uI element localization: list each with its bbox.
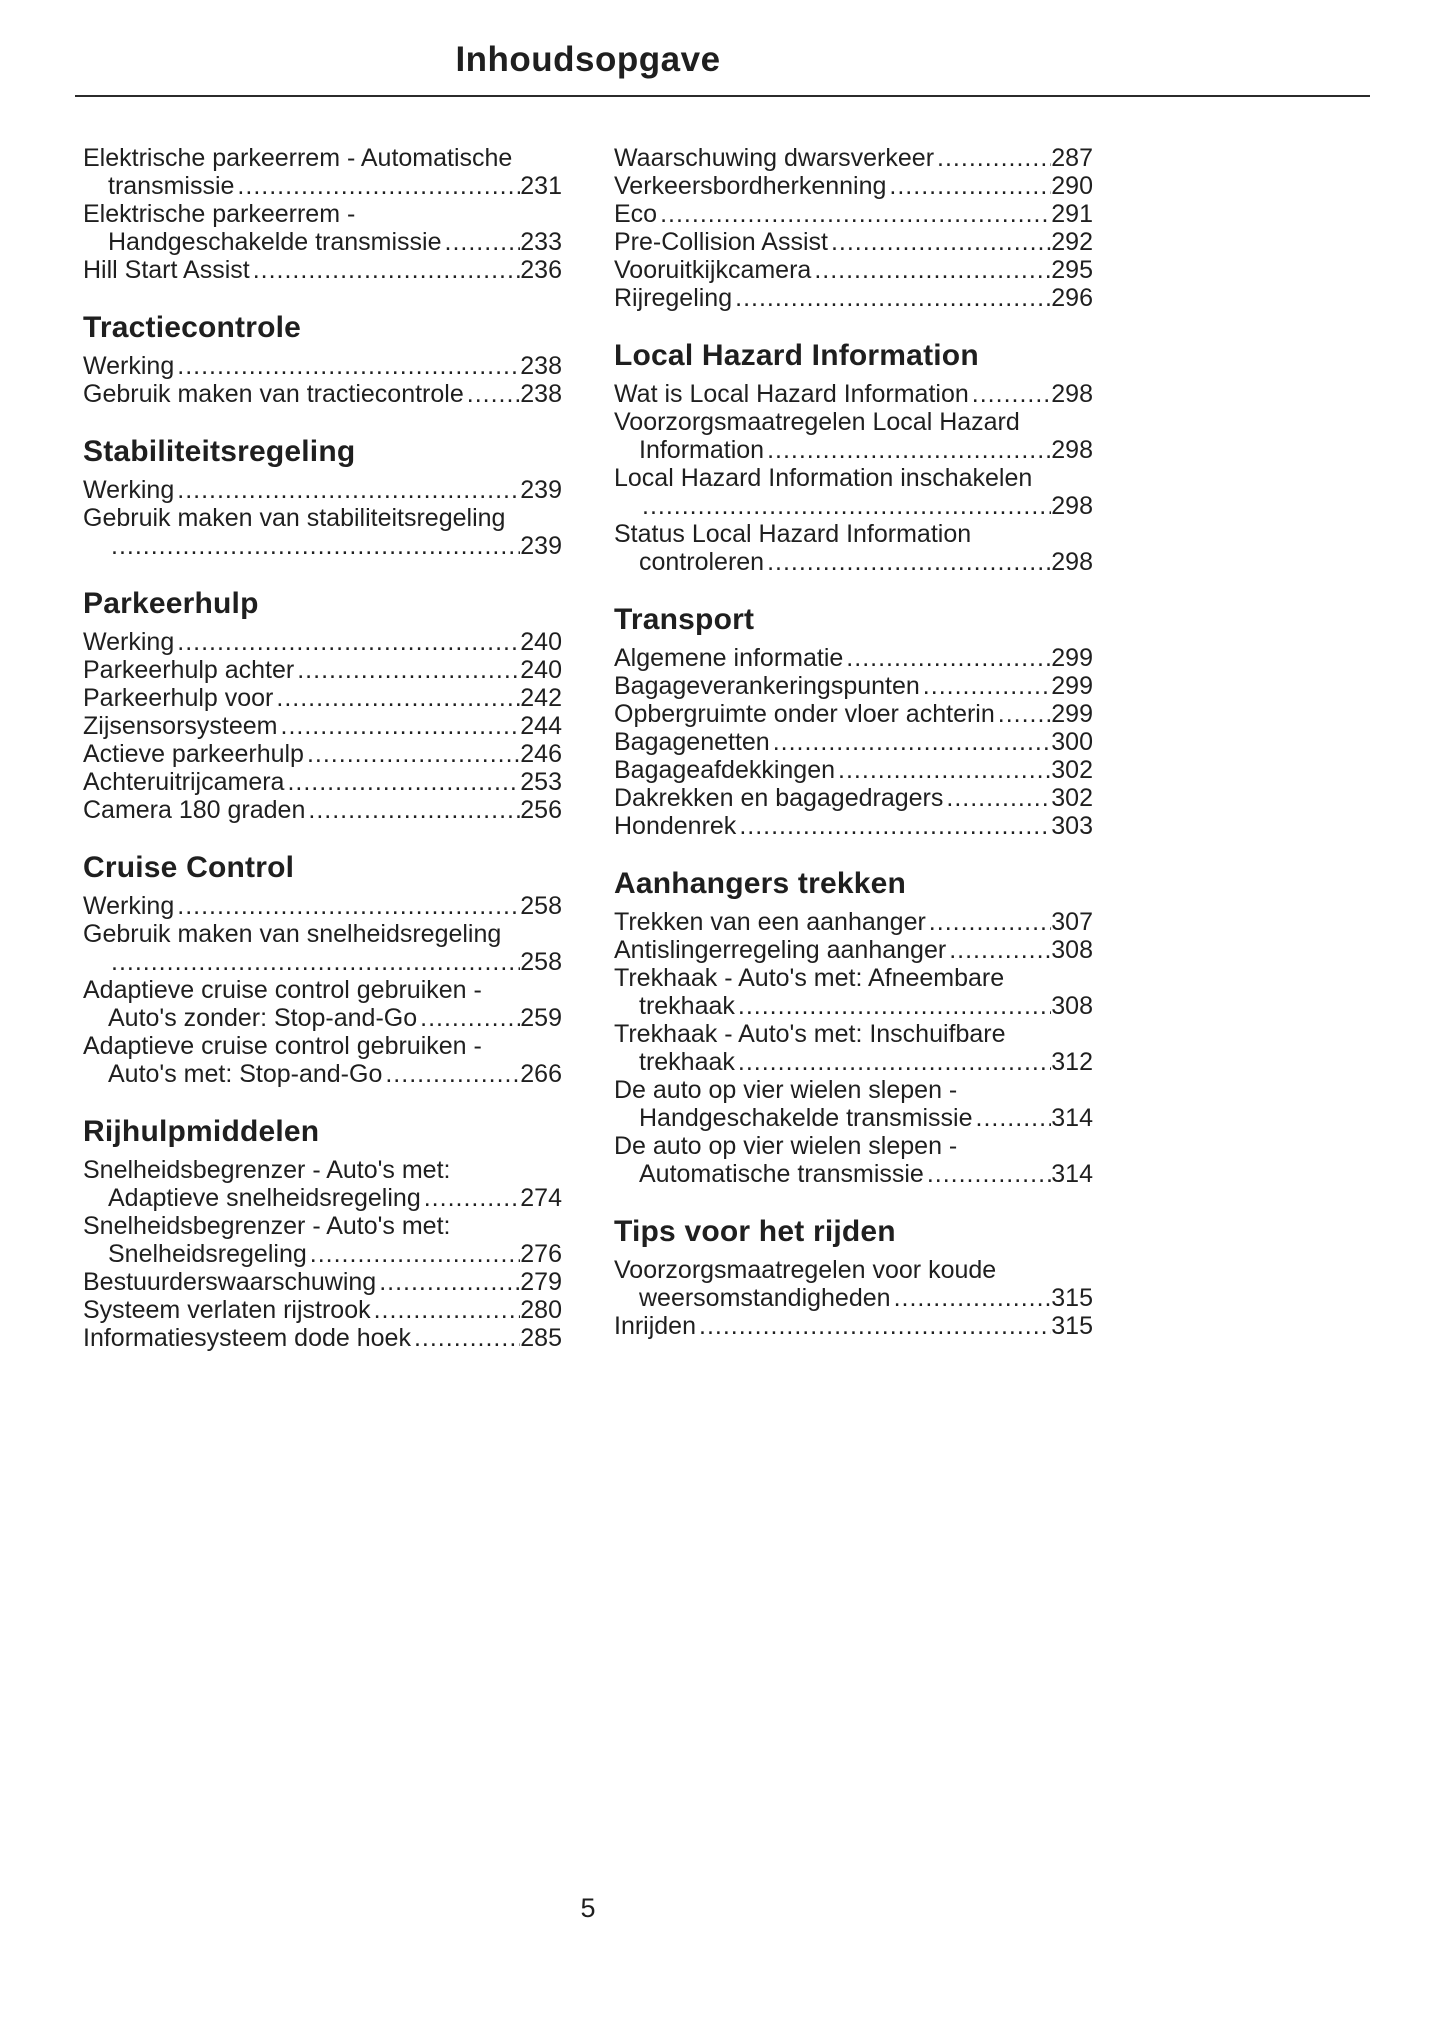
leader-dots xyxy=(920,672,1051,700)
leader-dots xyxy=(736,812,1051,840)
entry-page-number: 233 xyxy=(520,228,562,256)
entry-line: Gebruik maken van snelheidsregeling xyxy=(83,920,502,948)
toc-column-1 xyxy=(83,144,562,1352)
entry-page-number: 246 xyxy=(520,740,562,768)
entry-line xyxy=(83,256,562,284)
leader-dots xyxy=(442,228,521,256)
entry-page-number: 302 xyxy=(1051,756,1093,784)
entry-page-number: 298 xyxy=(1051,548,1093,576)
toc-entry xyxy=(614,1076,1093,1132)
section-header: Stabiliteitsregeling xyxy=(83,435,356,468)
entry-label: controleren xyxy=(639,548,765,576)
manual-page xyxy=(0,40,1445,1923)
leader-dots xyxy=(174,352,520,380)
entry-line: Trekhaak - Auto's met: Afneembare xyxy=(614,964,1005,992)
toc-entry xyxy=(83,1268,562,1296)
entry-line xyxy=(614,700,1093,728)
leader-dots xyxy=(696,1312,1051,1340)
toc-entry xyxy=(614,700,1093,728)
leader-dots xyxy=(174,892,520,920)
toc-entry xyxy=(83,1156,562,1212)
page-title: Inhoudsopgave xyxy=(455,40,721,79)
entry-page-number: 298 xyxy=(1051,436,1093,464)
entry-label: transmissie xyxy=(108,172,235,200)
section-header: Cruise Control xyxy=(83,851,295,884)
entry-line: Voorzorgsmaatregelen Local Hazard xyxy=(614,408,1020,436)
leader-dots xyxy=(417,1004,520,1032)
entry-label: Antislingerregeling aanhanger xyxy=(614,936,947,964)
entry-line xyxy=(83,656,562,684)
leader-dots xyxy=(946,936,1051,964)
leader-dots xyxy=(811,256,1051,284)
leader-dots xyxy=(294,656,520,684)
entry-page-number: 315 xyxy=(1051,1312,1093,1340)
section-header: Rijhulpmiddelen xyxy=(83,1115,320,1148)
entry-line xyxy=(614,200,1093,228)
entry-page-number: 239 xyxy=(520,476,562,504)
leader-dots xyxy=(304,740,520,768)
leader-dots xyxy=(657,200,1051,228)
entry-page-number: 253 xyxy=(520,768,562,796)
entry-label: Opbergruimte onder vloer achterin xyxy=(614,700,995,728)
entry-page-number: 302 xyxy=(1051,784,1093,812)
leader-dots xyxy=(278,712,521,740)
leader-dots xyxy=(732,284,1051,312)
toc-entry xyxy=(614,380,1093,408)
entry-page-number: 290 xyxy=(1051,172,1093,200)
entry-page-number: 266 xyxy=(520,1060,562,1088)
entry-label: Bagageverankeringspunten xyxy=(614,672,920,700)
leader-dots xyxy=(943,784,1051,812)
toc-entry xyxy=(614,644,1093,672)
toc-entry xyxy=(614,964,1093,1020)
toc-entry xyxy=(614,1256,1093,1312)
toc-entry xyxy=(83,796,562,824)
entry-line xyxy=(83,684,562,712)
leader-dots xyxy=(174,476,520,504)
entry-line xyxy=(614,992,1093,1020)
leader-dots xyxy=(926,908,1051,936)
leader-dots xyxy=(108,948,520,976)
toc-entry xyxy=(83,976,562,1032)
entry-line: Elektrische parkeerrem - Automatische xyxy=(83,144,513,172)
entry-page-number: 239 xyxy=(520,532,562,560)
entry-label: Pre-Collision Assist xyxy=(614,228,828,256)
entry-page-number: 274 xyxy=(520,1184,562,1212)
entry-page-number: 308 xyxy=(1051,936,1093,964)
leader-dots xyxy=(886,172,1051,200)
entry-page-number: 238 xyxy=(520,352,562,380)
toc-entry xyxy=(83,656,562,684)
entry-line xyxy=(614,1160,1093,1188)
leader-dots xyxy=(234,172,520,200)
page-number: 5 xyxy=(580,1893,596,1923)
entry-line xyxy=(614,228,1093,256)
entry-line xyxy=(83,1004,562,1032)
toc-entry xyxy=(614,464,1093,520)
entry-page-number: 279 xyxy=(520,1268,562,1296)
toc-entry xyxy=(614,756,1093,784)
leader-dots xyxy=(376,1268,520,1296)
toc-entry xyxy=(83,380,562,408)
entry-label: Parkeerhulp voor xyxy=(83,684,274,712)
entry-label: Eco xyxy=(614,200,658,228)
entry-page-number: 292 xyxy=(1051,228,1093,256)
entry-line xyxy=(614,728,1093,756)
toc-entry xyxy=(614,936,1093,964)
entry-line xyxy=(83,1296,562,1324)
entry-page-number: 298 xyxy=(1051,492,1093,520)
entry-label: Dakrekken en bagagedragers xyxy=(614,784,944,812)
section-header: Parkeerhulp xyxy=(83,587,259,620)
entry-page-number: 296 xyxy=(1051,284,1093,312)
toc-entry xyxy=(83,892,562,920)
entry-line xyxy=(83,172,562,200)
toc-entry xyxy=(614,728,1093,756)
section-header: Tractiecontrole xyxy=(83,311,302,344)
entry-page-number: 240 xyxy=(520,656,562,684)
entry-label: Werking xyxy=(83,476,175,504)
leader-dots xyxy=(764,548,1051,576)
toc-entry xyxy=(83,352,562,380)
entry-line: Snelheidsbegrenzer - Auto's met: xyxy=(83,1156,451,1184)
entry-page-number: 299 xyxy=(1051,700,1093,728)
entry-line xyxy=(614,256,1093,284)
entry-label: Automatische transmissie xyxy=(639,1160,924,1188)
leader-dots xyxy=(174,628,520,656)
toc-entry xyxy=(83,476,562,504)
leader-dots xyxy=(464,380,521,408)
leader-dots xyxy=(305,796,520,824)
entry-label: Werking xyxy=(83,892,175,920)
entry-line xyxy=(614,548,1093,576)
leader-dots xyxy=(735,992,1051,1020)
entry-line xyxy=(614,436,1093,464)
entry-page-number: 314 xyxy=(1051,1160,1093,1188)
entry-line: Adaptieve cruise control gebruiken - xyxy=(83,1032,482,1060)
entry-line xyxy=(83,1240,562,1268)
entry-page-number: 280 xyxy=(520,1296,562,1324)
toc-entry xyxy=(614,284,1093,312)
entry-page-number: 287 xyxy=(1051,144,1093,172)
entry-line xyxy=(614,936,1093,964)
toc-entry xyxy=(614,408,1093,464)
entry-line: Local Hazard Information inschakelen xyxy=(614,464,1033,492)
entry-label: Information xyxy=(639,436,765,464)
entry-label: Handgeschakelde transmissie xyxy=(639,1104,973,1132)
toc-entry xyxy=(83,256,562,284)
entry-line: Status Local Hazard Information xyxy=(614,520,972,548)
entry-label: Camera 180 graden xyxy=(83,796,306,824)
entry-page-number: 231 xyxy=(520,172,562,200)
entry-label: Systeem verlaten rijstrook xyxy=(83,1296,371,1324)
entry-page-number: 258 xyxy=(520,948,562,976)
toc-entry xyxy=(614,172,1093,200)
toc-columns xyxy=(83,144,1093,1352)
entry-line: Voorzorgsmaatregelen voor koude xyxy=(614,1256,997,1284)
entry-line: Snelheidsbegrenzer - Auto's met: xyxy=(83,1212,451,1240)
entry-line xyxy=(614,284,1093,312)
leader-dots xyxy=(969,380,1052,408)
entry-line xyxy=(614,1104,1093,1132)
toc-entry xyxy=(83,1212,562,1268)
entry-line xyxy=(83,532,562,560)
entry-line xyxy=(614,1048,1093,1076)
entry-page-number: 312 xyxy=(1051,1048,1093,1076)
entry-label: Bagagenetten xyxy=(614,728,770,756)
entry-line xyxy=(614,672,1093,700)
toc-entry xyxy=(614,1312,1093,1340)
entry-label: trekhaak xyxy=(639,1048,735,1076)
toc-entry xyxy=(614,672,1093,700)
toc-entry xyxy=(83,768,562,796)
toc-entry xyxy=(614,520,1093,576)
entry-line xyxy=(614,492,1093,520)
entry-line xyxy=(614,380,1093,408)
entry-line xyxy=(614,172,1093,200)
entry-line xyxy=(83,948,562,976)
toc-entry xyxy=(614,1020,1093,1076)
entry-label: Trekken van een aanhanger xyxy=(614,908,926,936)
entry-line xyxy=(614,908,1093,936)
section-header: Tips voor het rijden xyxy=(614,1215,896,1248)
leader-dots xyxy=(273,684,520,712)
entry-label: Wat is Local Hazard Information xyxy=(614,380,969,408)
entry-line xyxy=(83,1324,562,1352)
entry-page-number: 303 xyxy=(1051,812,1093,840)
entry-page-number: 299 xyxy=(1051,644,1093,672)
entry-label: Handgeschakelde transmissie xyxy=(108,228,442,256)
toc-entry xyxy=(614,784,1093,812)
entry-page-number: 299 xyxy=(1051,672,1093,700)
entry-label: Inrijden xyxy=(614,1312,696,1340)
toc-entry xyxy=(83,200,562,256)
entry-page-number: 315 xyxy=(1051,1284,1093,1312)
entry-page-number: 276 xyxy=(520,1240,562,1268)
leader-dots xyxy=(973,1104,1052,1132)
entry-page-number: 238 xyxy=(520,380,562,408)
entry-line: Elektrische parkeerrem - xyxy=(83,200,356,228)
toc-entry xyxy=(83,144,562,200)
entry-label: Parkeerhulp achter xyxy=(83,656,295,684)
entry-page-number: 236 xyxy=(520,256,562,284)
entry-page-number: 244 xyxy=(520,712,562,740)
entry-line xyxy=(614,144,1093,172)
entry-page-number: 242 xyxy=(520,684,562,712)
entry-label: Hill Start Assist xyxy=(83,256,250,284)
toc-entry xyxy=(83,920,562,976)
entry-label: Algemene informatie xyxy=(614,644,844,672)
entry-line xyxy=(614,644,1093,672)
entry-label: Achteruitrijcamera xyxy=(83,768,285,796)
entry-line xyxy=(83,228,562,256)
entry-label: Werking xyxy=(83,628,175,656)
leader-dots xyxy=(421,1184,521,1212)
toc-entry xyxy=(614,1132,1093,1188)
entry-label: Snelheidsregeling xyxy=(108,1240,307,1268)
toc-entry xyxy=(614,144,1093,172)
entry-label: Auto's met: Stop-and-Go xyxy=(108,1060,383,1088)
leader-dots xyxy=(108,532,520,560)
toc-entry xyxy=(614,812,1093,840)
toc-column-2 xyxy=(614,144,1093,1352)
toc-entry xyxy=(83,1324,562,1352)
leader-dots xyxy=(770,728,1052,756)
entry-label: Auto's zonder: Stop-and-Go xyxy=(108,1004,418,1032)
entry-label: Adaptieve snelheidsregeling xyxy=(108,1184,421,1212)
entry-page-number: 259 xyxy=(520,1004,562,1032)
entry-label: Informatiesysteem dode hoek xyxy=(83,1324,411,1352)
entry-label: Actieve parkeerhulp xyxy=(83,740,304,768)
entry-label: Waarschuwing dwarsverkeer xyxy=(614,144,935,172)
leader-dots xyxy=(995,700,1052,728)
entry-page-number: 298 xyxy=(1051,380,1093,408)
entry-line: Gebruik maken van stabiliteitsregeling xyxy=(83,504,506,532)
entry-line xyxy=(83,768,562,796)
leader-dots xyxy=(843,644,1051,672)
entry-label: Vooruitkijkcamera xyxy=(614,256,812,284)
entry-page-number: 285 xyxy=(520,1324,562,1352)
entry-line xyxy=(83,740,562,768)
entry-label: Bestuurderswaarschuwing xyxy=(83,1268,377,1296)
toc-entry xyxy=(83,740,562,768)
entry-line xyxy=(614,1284,1093,1312)
leader-dots xyxy=(835,756,1051,784)
entry-line xyxy=(614,784,1093,812)
toc-entry xyxy=(83,1296,562,1324)
leader-dots xyxy=(284,768,520,796)
leader-dots xyxy=(382,1060,520,1088)
entry-line: Trekhaak - Auto's met: Inschuifbare xyxy=(614,1020,1006,1048)
toc-entry xyxy=(83,628,562,656)
toc-entry xyxy=(83,1032,562,1088)
leader-dots xyxy=(639,492,1051,520)
toc-entry xyxy=(83,504,562,560)
entry-line xyxy=(83,892,562,920)
entry-line xyxy=(83,1060,562,1088)
entry-line: De auto op vier wielen slepen - xyxy=(614,1076,958,1104)
entry-line: De auto op vier wielen slepen - xyxy=(614,1132,958,1160)
leader-dots xyxy=(891,1284,1052,1312)
toc-entry xyxy=(83,712,562,740)
entry-line xyxy=(614,756,1093,784)
leader-dots xyxy=(934,144,1051,172)
entry-line xyxy=(83,712,562,740)
leader-dots xyxy=(828,228,1051,256)
entry-line xyxy=(83,380,562,408)
entry-page-number: 314 xyxy=(1051,1104,1093,1132)
leader-dots xyxy=(250,256,521,284)
leader-dots xyxy=(411,1324,520,1352)
entry-line xyxy=(83,628,562,656)
entry-label: Gebruik maken van tractiecontrole xyxy=(83,380,464,408)
section-header: Aanhangers trekken xyxy=(614,867,907,900)
entry-label: Hondenrek xyxy=(614,812,737,840)
entry-line: Adaptieve cruise control gebruiken - xyxy=(83,976,482,1004)
entry-label: Rijregeling xyxy=(614,284,733,312)
toc-entry xyxy=(614,256,1093,284)
entry-page-number: 258 xyxy=(520,892,562,920)
entry-line xyxy=(83,1184,562,1212)
entry-page-number: 308 xyxy=(1051,992,1093,1020)
entry-label: trekhaak xyxy=(639,992,735,1020)
entry-page-number: 256 xyxy=(520,796,562,824)
toc-entry xyxy=(614,908,1093,936)
entry-line xyxy=(614,812,1093,840)
entry-page-number: 300 xyxy=(1051,728,1093,756)
toc-entry xyxy=(83,684,562,712)
leader-dots xyxy=(924,1160,1051,1188)
entry-label: Werking xyxy=(83,352,175,380)
section-header: Local Hazard Information xyxy=(614,339,979,372)
entry-line xyxy=(83,476,562,504)
title-divider xyxy=(75,95,1370,97)
toc-entry xyxy=(614,200,1093,228)
section-header: Transport xyxy=(614,603,755,636)
entry-label: Zijsensorsysteem xyxy=(83,712,278,740)
entry-line xyxy=(83,352,562,380)
leader-dots xyxy=(307,1240,521,1268)
entry-page-number: 291 xyxy=(1051,200,1093,228)
entry-page-number: 307 xyxy=(1051,908,1093,936)
entry-label: Bagageafdekkingen xyxy=(614,756,836,784)
entry-page-number: 240 xyxy=(520,628,562,656)
entry-line xyxy=(83,1268,562,1296)
leader-dots xyxy=(735,1048,1051,1076)
leader-dots xyxy=(764,436,1051,464)
leader-dots xyxy=(371,1296,521,1324)
entry-line xyxy=(83,796,562,824)
entry-label: Verkeersbordherkenning xyxy=(614,172,887,200)
entry-label: weersomstandigheden xyxy=(639,1284,891,1312)
entry-page-number: 295 xyxy=(1051,256,1093,284)
toc-entry xyxy=(614,228,1093,256)
entry-line xyxy=(614,1312,1093,1340)
